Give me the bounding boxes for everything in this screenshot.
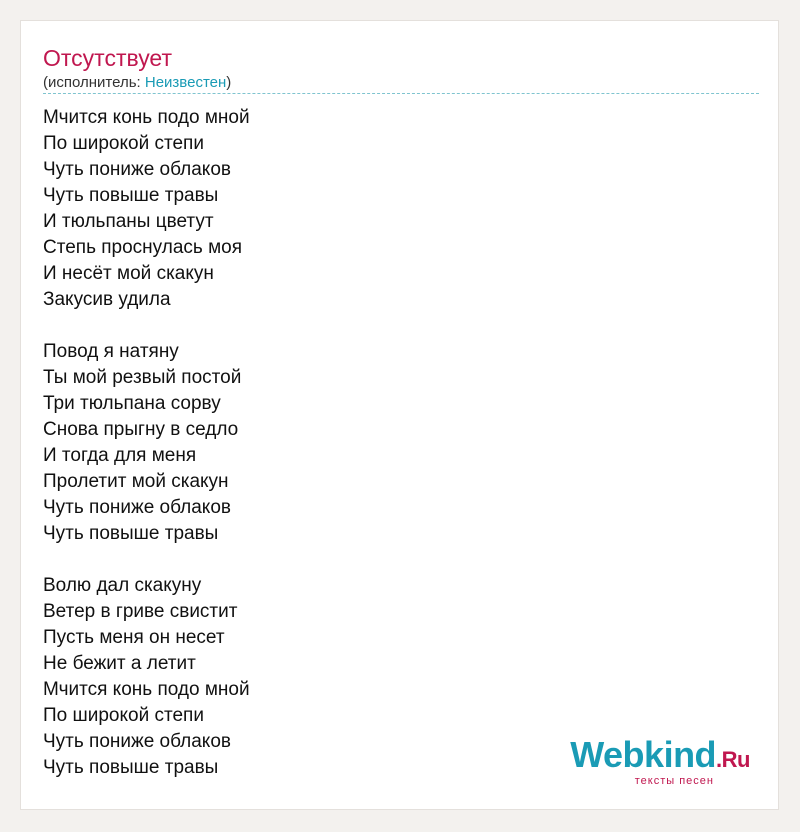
- lyric-line: Три тюльпана сорву: [43, 393, 221, 414]
- performer-link[interactable]: Неизвестен: [144, 74, 227, 91]
- lyric-line: И тюльпаны цветут: [43, 211, 214, 232]
- stanza: [43, 573, 250, 781]
- stanza: [43, 339, 250, 547]
- lyric-line: Чуть пониже облаков: [43, 731, 231, 752]
- lyric-line: Не бежит а летит: [43, 653, 196, 674]
- lyric-line: Ветер в гриве свистит: [43, 601, 238, 622]
- performer-suffix: ): [226, 74, 232, 91]
- lyrics-text: [43, 105, 250, 781]
- webkind-logo[interactable]: [570, 736, 750, 787]
- lyric-line: По широкой степи: [43, 705, 204, 726]
- lyric-line: Чуть повыше травы: [43, 523, 219, 544]
- lyric-line: Волю дал скакуну: [43, 575, 202, 596]
- logo-tagline: тексты песен: [634, 775, 714, 787]
- lyric-line: Чуть пониже облаков: [43, 159, 231, 180]
- lyric-line: Чуть повыше травы: [43, 185, 219, 206]
- lyric-line: Повод я натяну: [43, 341, 179, 362]
- lyrics-card: [20, 20, 779, 810]
- performer-prefix: (исполнитель:: [43, 74, 145, 91]
- logo-tld: .Ru: [716, 747, 750, 772]
- lyric-line: Снова прыгну в седло: [43, 419, 239, 440]
- lyric-line: Ты мой резвый постой: [43, 367, 242, 388]
- lyric-line: Закусив удила: [43, 289, 171, 310]
- lyric-line: Мчится конь подо мной: [43, 679, 250, 700]
- logo-name: Webkind: [570, 734, 717, 775]
- lyric-line: Чуть пониже облаков: [43, 497, 231, 518]
- lyric-line: Степь проснулась моя: [43, 237, 242, 258]
- logo-wordmark: [570, 736, 750, 779]
- divider: [43, 93, 759, 94]
- song-title: Отсутствует: [43, 45, 172, 71]
- performer-line: [43, 73, 231, 93]
- lyric-line: И несёт мой скакун: [43, 263, 214, 284]
- lyric-line: Пусть меня он несет: [43, 627, 225, 648]
- lyric-line: И тогда для меня: [43, 445, 197, 466]
- stanza: [43, 105, 250, 313]
- lyric-line: Пролетит мой скакун: [43, 471, 229, 492]
- lyric-line: Чуть повыше травы: [43, 757, 219, 778]
- lyric-line: По широкой степи: [43, 133, 204, 154]
- lyric-line: Мчится конь подо мной: [43, 107, 250, 128]
